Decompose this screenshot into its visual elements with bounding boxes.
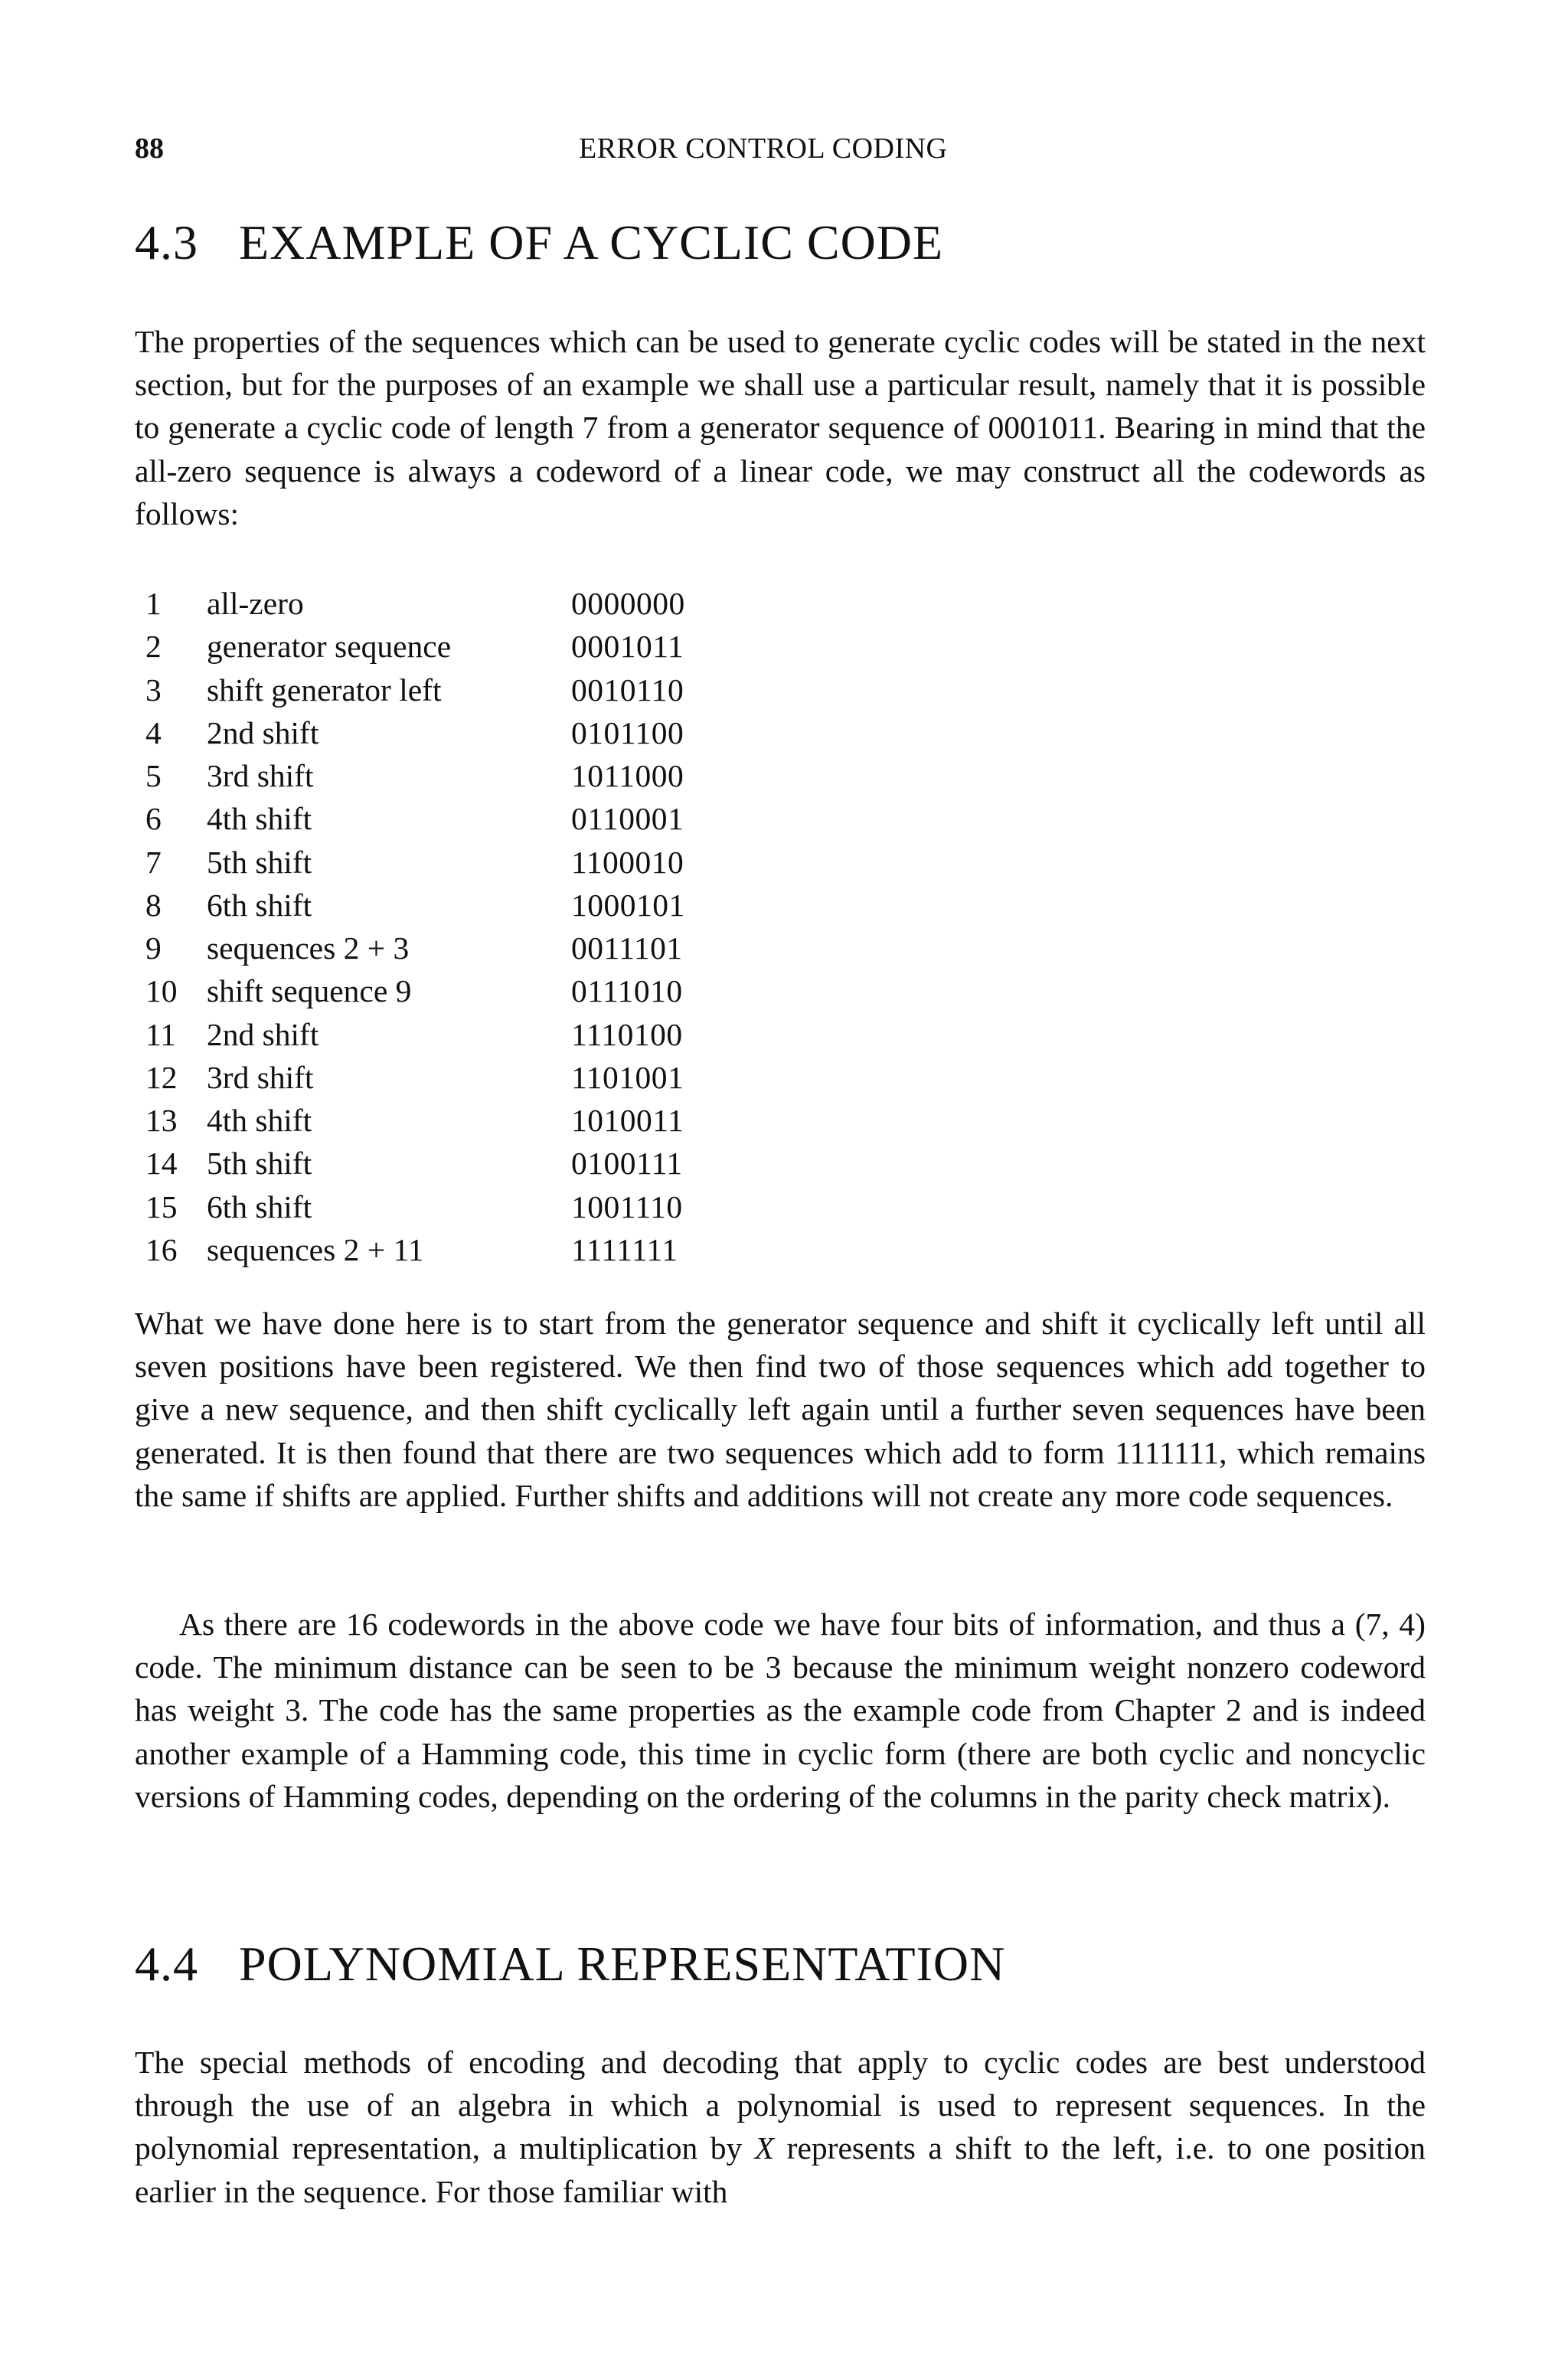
codeword-row [145, 1056, 685, 1099]
row-codeword: 0000000 [571, 586, 685, 621]
row-index: 9 [145, 930, 162, 966]
intro-paragraph: The properties of the sequences which can be used to generate cyclic codes will be stated in the next section, but for the purposes of an example we shall use a particular result, namely that it is possible to generate a cyclic code of length 7 from a generator sequence of 0001011. Bearing in mind that the all-zero sequence is always a codeword of a linear code, we may construct all the codewords as follows: [135, 324, 1426, 531]
row-index: 16 [145, 1231, 178, 1267]
row-codeword: 0001011 [571, 629, 684, 665]
codeword-row [145, 841, 685, 884]
row-description: sequences 2 + 11 [207, 1231, 424, 1267]
row-index: 15 [145, 1188, 178, 1224]
codeword-row [145, 669, 685, 711]
row-description: 6th shift [207, 887, 312, 923]
codeword-row [145, 797, 685, 840]
section-heading-4-4 [135, 1936, 1005, 1992]
codeword-row [145, 969, 685, 1012]
row-codeword: 1011000 [571, 758, 684, 793]
row-codeword: 1000101 [571, 887, 685, 923]
row-description: 5th shift [207, 844, 312, 880]
row-codeword: 0111010 [571, 973, 683, 1009]
codeword-row [145, 1013, 685, 1056]
row-index: 6 [145, 801, 162, 837]
row-description: shift generator left [207, 672, 442, 708]
codeword-row [145, 927, 685, 969]
row-codeword: 1100010 [571, 844, 684, 880]
polynomial-text-end: represents a shift to the left, i.e. to one position earlier in the sequence. For those familiar with [135, 2130, 1426, 2209]
row-index: 2 [145, 629, 162, 665]
row-codeword: 0101100 [571, 714, 684, 750]
codeword-table-body [145, 582, 685, 1271]
running-head [135, 132, 1436, 170]
page-number: 88 [135, 132, 164, 165]
variable-x: X [754, 2130, 775, 2166]
codeword-table [145, 582, 685, 1271]
codeword-row [145, 1142, 685, 1185]
codeword-row [145, 1228, 685, 1271]
row-index: 11 [145, 1016, 176, 1052]
row-index: 4 [145, 714, 162, 750]
row-description: 3rd shift [207, 1059, 314, 1095]
row-index: 1 [145, 586, 162, 621]
row-index: 5 [145, 758, 162, 793]
row-index: 12 [145, 1059, 178, 1095]
row-description: sequences 2 + 3 [207, 930, 410, 966]
codeword-row [145, 582, 685, 625]
row-codeword: 0010110 [571, 672, 684, 708]
polynomial-text-start: The special methods of encoding and decoding that apply to cyclic codes are best understood through the use of an algebra in which a polynomial is used to represent sequences. In the polynomial representation, a multiplication by [135, 2045, 1426, 2166]
explanation-paragraph: What we have done here is to start from the generator sequence and shift it cyclically left until all seven positions have been registered. We then find two of those sequences which add together to give a new sequence, and then shift cyclically left again until a further seven sequences have been generated. It is then found that there are two sequences which add to form 1111111, which remains the same if shifts are applied. Further shifts and additions will not create any more code sequences. [135, 1306, 1426, 1513]
codeword-row [145, 754, 685, 797]
running-title: ERROR CONTROL CODING [579, 132, 948, 165]
row-description: 5th shift [207, 1146, 312, 1182]
section-title: POLYNOMIAL REPRESENTATION [239, 1937, 1006, 1991]
row-description: 4th shift [207, 801, 312, 837]
row-codeword: 1001110 [571, 1188, 683, 1224]
codeword-row [145, 884, 685, 927]
row-index: 8 [145, 887, 162, 923]
row-index: 13 [145, 1103, 178, 1138]
codeword-row [145, 625, 685, 668]
row-codeword: 0100111 [571, 1146, 683, 1182]
section-heading-4-3 [135, 214, 943, 271]
row-codeword: 0110001 [571, 801, 684, 837]
row-description: 4th shift [207, 1103, 312, 1138]
row-description: all-zero [207, 586, 304, 621]
row-index: 14 [145, 1146, 178, 1182]
section-number: 4.4 [135, 1937, 198, 1991]
row-index: 3 [145, 672, 162, 708]
row-index: 7 [145, 844, 162, 880]
polynomial-paragraph [135, 2041, 1426, 2213]
hamming-paragraph: As there are 16 codewords in the above code we have four bits of information, and thus a (7, 4) code. The minimum distance can be seen to be 3 because the minimum weight nonzero codeword has weight 3. The code has the same properties as the example code from Chapter 2 and is indeed another example of a Hamming code, this time in cyclic form (there are both cyclic and noncyclic versions of Hamming codes, depending on the ordering of the columns in the parity check matrix). [135, 1607, 1426, 1814]
codeword-row [145, 1185, 685, 1228]
row-description: shift sequence 9 [207, 973, 412, 1009]
section-number: 4.3 [135, 215, 198, 270]
row-description: 3rd shift [207, 758, 314, 793]
row-description: 6th shift [207, 1188, 312, 1224]
row-codeword: 1111111 [571, 1231, 678, 1267]
row-codeword: 1010011 [571, 1103, 684, 1138]
row-description: 2nd shift [207, 1016, 319, 1052]
row-description: 2nd shift [207, 714, 319, 750]
codeword-row [145, 1099, 685, 1142]
row-codeword: 1110100 [571, 1016, 683, 1052]
section-title: EXAMPLE OF A CYCLIC CODE [239, 215, 944, 270]
row-codeword: 1101001 [571, 1059, 684, 1095]
row-description: generator sequence [207, 629, 452, 665]
codeword-row [145, 711, 685, 754]
row-index: 10 [145, 973, 178, 1009]
row-codeword: 0011101 [571, 930, 683, 966]
